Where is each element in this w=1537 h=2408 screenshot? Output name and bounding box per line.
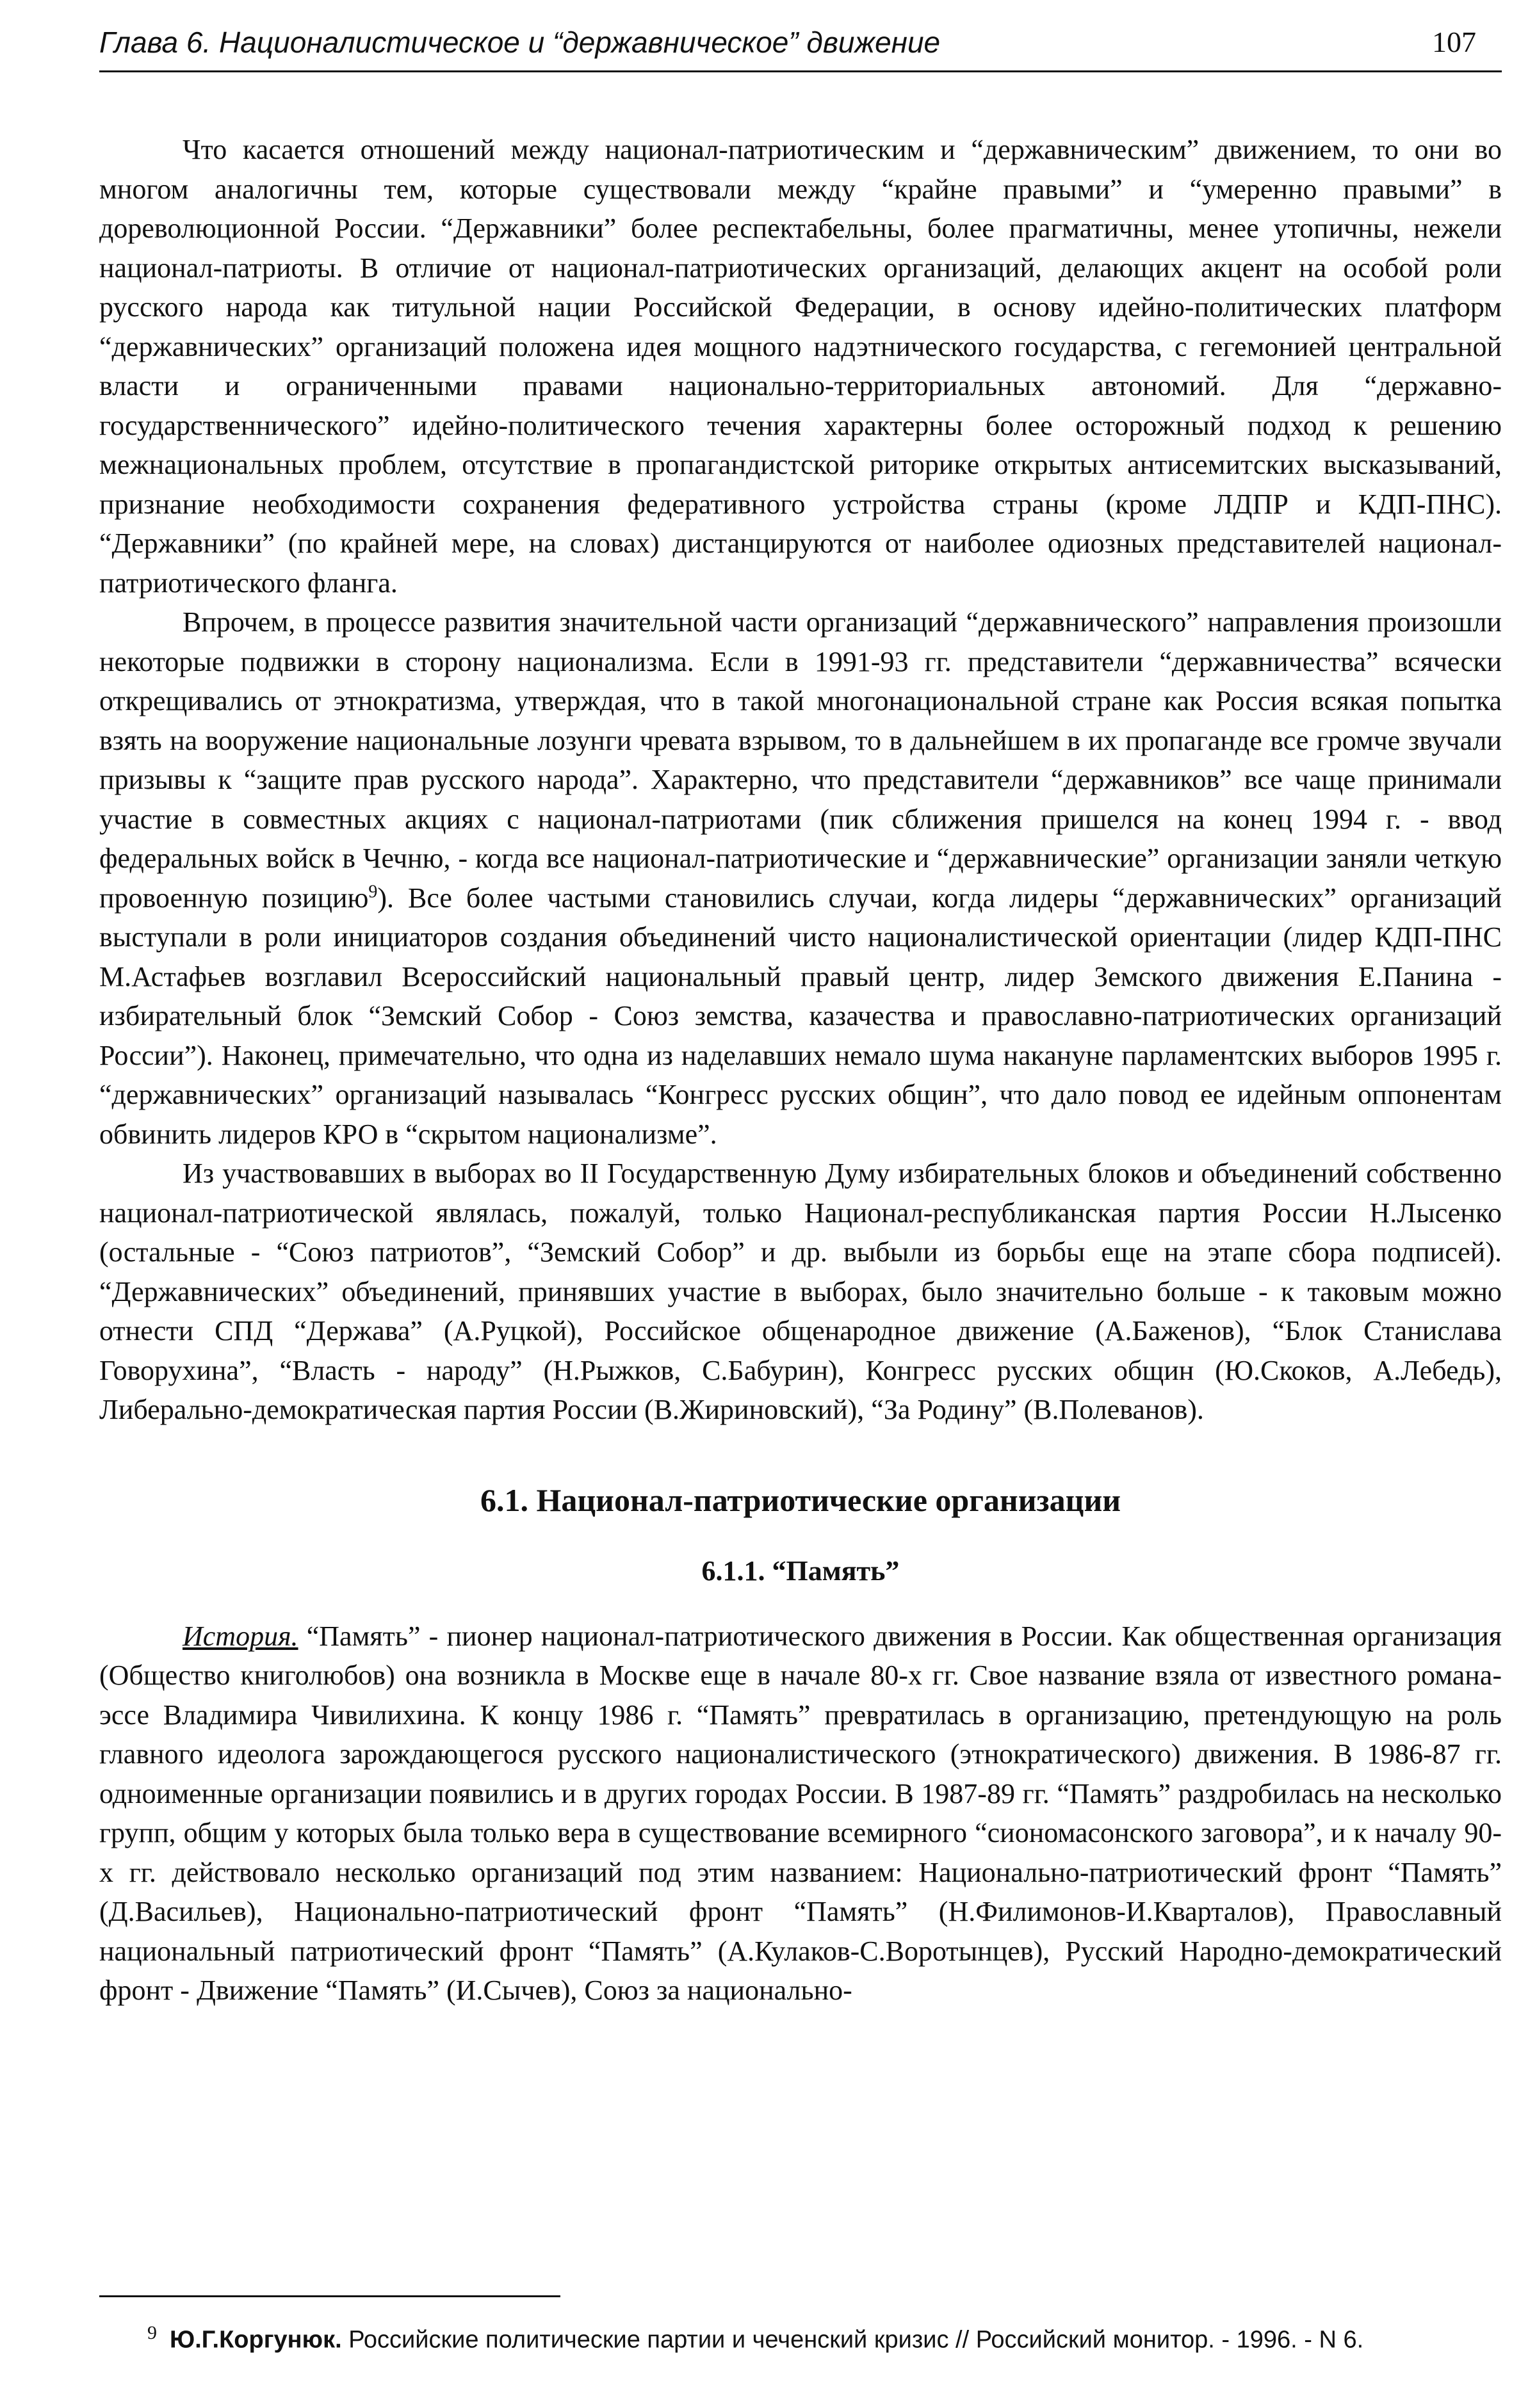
running-header	[99, 19, 1502, 72]
history-label: История.	[183, 1620, 298, 1652]
document-page	[99, 19, 1502, 2388]
footnote-marker: 9	[147, 2322, 157, 2343]
footnote-text: Российские политические партии и чеченский кризис // Российский монитор. - 1996. - N 6.	[341, 2326, 1364, 2354]
page-number: 107	[1432, 26, 1476, 58]
paragraph-3: Из участвовавших в выборах во II Государственную Думу избирательных блоков и объединений собственно национал-патриотической являлась, пожалуй, только Национал-республиканская партия России Н.Лысенко (остальные - “Союз патриотов”, “Земский Собор” и др. выбыли из борьбы еще на этапе сбора подписей). “Державнических” объединений, принявших участие в выборах, было значительно больше - к таковым можно отнести СПД “Держава” (А.Руцкой), Российское общенародное движение (А.Баженов), “Блок Станислава Говорухина”, “Власть - народу” (Н.Рыжков, С.Бабурин), Конгресс русских общин (Ю.Скоков, А.Лебедь), Либерально-демократическая партия России (В.Жириновский), “За Родину” (В.Полеванов).	[99, 1158, 1502, 1425]
footnote-divider	[99, 2295, 560, 2297]
paragraph-2	[99, 602, 1502, 1154]
footnote-reference: 9	[368, 881, 378, 901]
footnote	[99, 2315, 1502, 2359]
chapter-title: Глава 6. Националистическое и “державническое” движение	[99, 26, 941, 59]
paragraph-2-part-1: Впрочем, в процессе развития значительной части организаций “державнического” направления произошли некоторые подвижки в сторону национализма. Если в 1991-93 гг. представители “державничества” всячески открещивались от этнократизма, утверждая, что в такой многонациональной стране как Россия всякая попытка взять на вооружение национальные лозунги чревата взрывом, то в дальнейшем в их пропаганде все громче звучали призывы к “защите прав русского народа”. Характерно, что представители “державников” все чаще принимали участие в совместных акциях с национал-патриотами (пик сближения пришелся на конец 1994 г. - ввод федеральных войск в Чечню, - когда все национал-патриотические и “державнические” организации заняли четкую провоенную позицию	[99, 606, 1502, 914]
history-text: “Память” - пионер национал-патриотического движения в России. Как общественная организация (Общество книголюбов) она возникла в Москве еще в начале 80-х гг. Свое название взяла от известного романа-эссе Владимира Чивилихина. К концу 1986 г. “Память” превратилась в организацию, претендующую на роль главного идеолога зарождающегося русского националистического (этнократического) движения. В 1986-87 гг. одноименные организации появились и в других городах России. В 1987-89 гг. “Память” раздробилась на несколько групп, общим у которых была только вера в существование всемирного “сиономасонского заговора”, и к началу 90-х гг. действовало несколько организаций под этим названием: Национально-патриотический фронт “Память” (Д.Васильев), Национально-патриотический фронт “Память” (Н.Филимонов-И.Кварталов), Православный национальный патриотический фронт “Память” (А.Кулаков-С.Воротынцев), Русский Народно-демократический фронт - Движение “Память” (И.Сычев), Союз за национально-	[99, 1620, 1502, 2006]
paragraph-2-part-2: ). Все более частыми становились случаи, когда лидеры “державнических” организаций выступали в роли инициаторов создания объединений чисто националистической ориентации (лидер КДП-ПНС М.Астафьев возглавил Всероссийский национальный правый центр, лидер Земского движения Е.Панина - избирательный блок “Земский Собор - Союз земства, казачества и православно-патриотических организаций России”). Наконец, примечательно, что одна из наделавших немало шума накануне парламентских выборов 1995 г. “державнических” организаций называлась “Конгресс русских общин”, что дало повод ее идейным оппонентам обвинить лидеров КРО в “скрытом национализме”.	[99, 882, 1502, 1150]
history-paragraph	[99, 1617, 1502, 2010]
body-text	[99, 130, 1502, 2010]
footnote-author: Ю.Г.Коргунюк.	[170, 2326, 342, 2354]
subsection-title: 6.1.1. “Память”	[701, 1555, 900, 1587]
section-title: 6.1. Национал-патриотические организации	[480, 1482, 1121, 1518]
paragraph-1: Что касается отношений между национал-патриотическим и “державническим” движением, то они во многом аналогичны тем, которые существовали между “крайне правыми” и “умеренно правыми” в дореволюционной России. “Державники” более респектабельны, более прагматичны, менее утопичны, нежели национал-патриоты. В отличие от национал-патриотических организаций, делающих акцент на особой роли русского народа как титульной нации Российской Федерации, в основу идейно-политических платформ “державнических” организаций положена идея мощного надэтнического государства, с гегемонией центральной власти и ограниченными правами национально-территориальных автономий. Для “державно-государственнического” идейно-политического течения характерны более осторожный подход к решению межнациональных проблем, отсутствие в пропагандистской риторике открытых антисемитских высказываний, признание необходимости сохранения федеративного устройства страны (кроме ЛДПР и КДП-ПНС). “Державники” (по крайней мере, на словах) дистанцируются от наиболее одиозных представителей национал-патриотического фланга.	[99, 134, 1502, 599]
